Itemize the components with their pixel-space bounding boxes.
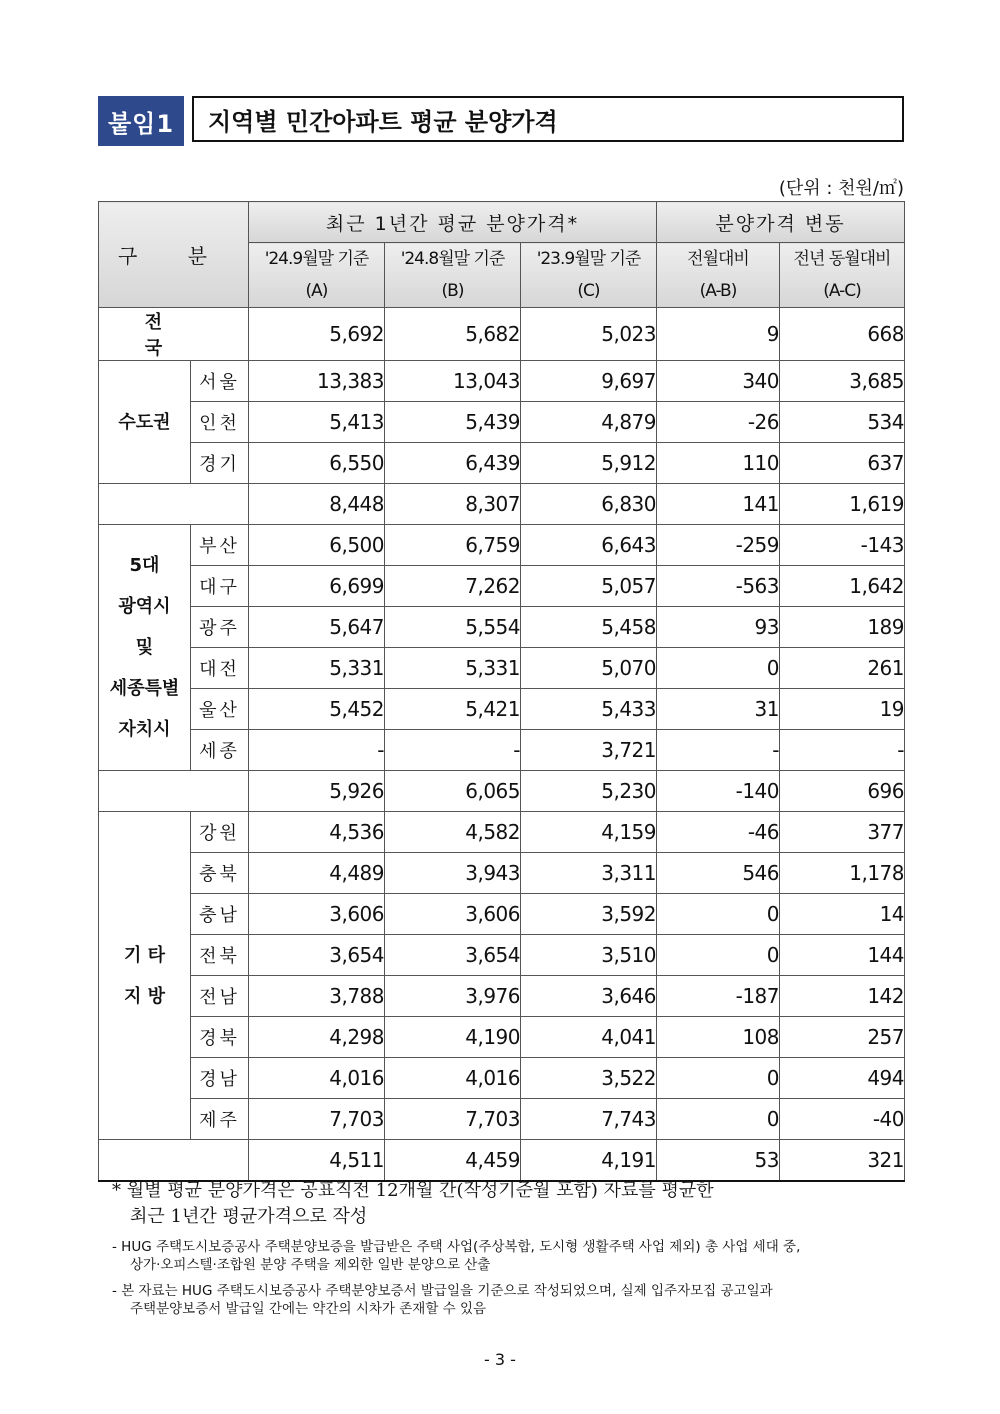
table-row (99, 443, 905, 484)
region-label: 제주 (191, 1099, 249, 1140)
group-label-line: 수도권 (118, 411, 171, 433)
value-cell: 321 (780, 1140, 905, 1182)
region-label: 대전 (191, 648, 249, 689)
value-cell: 0 (657, 1058, 780, 1099)
table-row (99, 1099, 905, 1140)
value-cell: 637 (780, 443, 905, 484)
value-cell: 4,459 (385, 1140, 521, 1182)
footnote-dash-2: - 본 자료는 HUG 주택도시보증공사 주택분양보증서 발급일을 기준으로 작성되었으며, 실제 입주자모집 공고일과 주택분양보증서 발급일 간에는 약간의 시차가 존재할 수 있음 (112, 1283, 773, 1317)
region-label: 부산 (191, 525, 249, 566)
value-cell: 5,070 (521, 648, 657, 689)
region-label: 경북 (191, 1017, 249, 1058)
value-cell: 3,592 (521, 894, 657, 935)
region-label: 인천 (191, 402, 249, 443)
group-label (99, 812, 191, 1140)
group-label-line: 기 타 (123, 944, 166, 966)
value-cell: 261 (780, 648, 905, 689)
region-label: 충북 (191, 853, 249, 894)
value-cell: 9 (657, 308, 780, 361)
value-cell: 5,912 (521, 443, 657, 484)
value-cell: 257 (780, 1017, 905, 1058)
table-row (99, 853, 905, 894)
value-cell: 93 (657, 607, 780, 648)
value-cell: 1,619 (780, 484, 905, 525)
value-cell: 4,016 (385, 1058, 521, 1099)
header-group-avg-price: 최근 1년간 평균 분양가격* (249, 202, 657, 243)
value-cell: 1,642 (780, 566, 905, 607)
value-cell: 494 (780, 1058, 905, 1099)
value-cell: -143 (780, 525, 905, 566)
value-cell: 5,331 (385, 648, 521, 689)
region-label: 경남 (191, 1058, 249, 1099)
value-cell: - (385, 730, 521, 771)
value-cell: 3,943 (385, 853, 521, 894)
header-col: '24.8월말 기준 (B) (385, 243, 521, 308)
table-row (99, 402, 905, 443)
value-cell: - (249, 730, 385, 771)
value-cell: 6,759 (385, 525, 521, 566)
table-row (99, 1058, 905, 1099)
value-cell: 3,606 (385, 894, 521, 935)
region-label: 전북 (191, 935, 249, 976)
value-cell: 0 (657, 935, 780, 976)
value-cell: -40 (780, 1099, 905, 1140)
header-gubun: 구 분 (99, 202, 249, 308)
table-row-subtotal (99, 771, 905, 812)
value-cell: 3,510 (521, 935, 657, 976)
value-cell: 3,976 (385, 976, 521, 1017)
value-cell: 3,311 (521, 853, 657, 894)
value-cell: 5,682 (385, 308, 521, 361)
table-row (99, 935, 905, 976)
footnote-dash-1: - HUG 주택도시보증공사 주택분양보증을 발급받은 주택 사업(주상복합, 도시형 생활주택 사업 제외) 총 사업 세대 중, 상가·오피스텔·조합원 분양 주택을 제외한 일반 분양으로 산출 (112, 1239, 801, 1273)
table-row (99, 976, 905, 1017)
table-row (99, 648, 905, 689)
value-cell: 4,190 (385, 1017, 521, 1058)
table-row (99, 525, 905, 566)
header-group-change: 분양가격 변동 (657, 202, 905, 243)
value-cell: -26 (657, 402, 780, 443)
value-cell: 4,511 (249, 1140, 385, 1182)
value-cell: 53 (657, 1140, 780, 1182)
table-row-subtotal (99, 484, 905, 525)
value-cell: 5,023 (521, 308, 657, 361)
value-cell: 4,489 (249, 853, 385, 894)
value-cell: 7,703 (385, 1099, 521, 1140)
region-label: 서울 (191, 361, 249, 402)
group-label-line: 세종특별 (109, 678, 180, 699)
value-cell: -187 (657, 976, 780, 1017)
value-cell: 5,331 (249, 648, 385, 689)
value-cell: -140 (657, 771, 780, 812)
value-cell: 8,307 (385, 484, 521, 525)
value-cell: 6,550 (249, 443, 385, 484)
group-label-line: 5대 (129, 555, 160, 576)
header-col: 전월대비 (A-B) (657, 243, 780, 308)
value-cell: 340 (657, 361, 780, 402)
value-cell: 3,685 (780, 361, 905, 402)
value-cell: -46 (657, 812, 780, 853)
value-cell: 31 (657, 689, 780, 730)
footnotes (112, 1178, 912, 1318)
value-cell: 4,298 (249, 1017, 385, 1058)
value-cell: 5,413 (249, 402, 385, 443)
value-cell: 3,721 (521, 730, 657, 771)
value-cell: 3,646 (521, 976, 657, 1017)
value-cell: 19 (780, 689, 905, 730)
value-cell: 14 (780, 894, 905, 935)
region-label: 전남 (191, 976, 249, 1017)
header-col: '24.9월말 기준 (A) (249, 243, 385, 308)
subtotal-blank (99, 484, 249, 525)
table-row (99, 607, 905, 648)
value-cell: 5,554 (385, 607, 521, 648)
region-label: 대구 (191, 566, 249, 607)
value-cell: 4,191 (521, 1140, 657, 1182)
value-cell: 3,606 (249, 894, 385, 935)
header-col: '23.9월말 기준 (C) (521, 243, 657, 308)
price-table (98, 201, 905, 1182)
title-block (98, 96, 904, 146)
subtotal-blank (99, 1140, 249, 1182)
value-cell: 5,421 (385, 689, 521, 730)
value-cell: 7,262 (385, 566, 521, 607)
value-cell: 546 (657, 853, 780, 894)
group-label-line: 및 (135, 637, 154, 658)
table-row (99, 1017, 905, 1058)
value-cell: 5,439 (385, 402, 521, 443)
value-cell: 5,230 (521, 771, 657, 812)
value-cell: 3,522 (521, 1058, 657, 1099)
value-cell: 142 (780, 976, 905, 1017)
region-label: 울산 (191, 689, 249, 730)
table-row (99, 730, 905, 771)
value-cell: 4,536 (249, 812, 385, 853)
table-row (99, 894, 905, 935)
unit-label: (단위 : 천원/㎡) (778, 178, 904, 199)
value-cell: -563 (657, 566, 780, 607)
value-cell: 7,743 (521, 1099, 657, 1140)
region-label: 강원 (191, 812, 249, 853)
table-row (99, 566, 905, 607)
value-cell: 696 (780, 771, 905, 812)
value-cell: 110 (657, 443, 780, 484)
value-cell: 6,500 (249, 525, 385, 566)
value-cell: 0 (657, 894, 780, 935)
value-cell: 5,057 (521, 566, 657, 607)
attachment-badge: 붙임1 (98, 96, 184, 146)
value-cell: 0 (657, 1099, 780, 1140)
value-cell: 534 (780, 402, 905, 443)
value-cell: 4,879 (521, 402, 657, 443)
value-cell: 108 (657, 1017, 780, 1058)
page-title: 지역별 민간아파트 평균 분양가격 (192, 96, 904, 142)
region-label: 경기 (191, 443, 249, 484)
value-cell: 5,647 (249, 607, 385, 648)
value-cell: - (780, 730, 905, 771)
value-cell: 5,452 (249, 689, 385, 730)
group-label (99, 361, 191, 484)
page-number: - 3 - (484, 1350, 516, 1369)
value-cell: 6,830 (521, 484, 657, 525)
value-cell: 8,448 (249, 484, 385, 525)
value-cell: -259 (657, 525, 780, 566)
value-cell: 5,433 (521, 689, 657, 730)
value-cell: 5,458 (521, 607, 657, 648)
header-col: 전년 동월대비 (A-C) (780, 243, 905, 308)
value-cell: 6,439 (385, 443, 521, 484)
value-cell: 668 (780, 308, 905, 361)
group-label-line: 지 방 (123, 985, 166, 1007)
group-label (99, 525, 191, 771)
table-row-national (99, 308, 905, 361)
national-label: 전 국 (99, 308, 249, 361)
value-cell: 3,654 (249, 935, 385, 976)
value-cell: 3,788 (249, 976, 385, 1017)
value-cell: 1,178 (780, 853, 905, 894)
subtotal-blank (99, 771, 249, 812)
value-cell: 13,383 (249, 361, 385, 402)
value-cell: 5,692 (249, 308, 385, 361)
value-cell: 189 (780, 607, 905, 648)
region-label: 충남 (191, 894, 249, 935)
group-label-line: 자치시 (118, 719, 171, 740)
value-cell: 4,016 (249, 1058, 385, 1099)
value-cell: 6,643 (521, 525, 657, 566)
value-cell: 13,043 (385, 361, 521, 402)
table-row (99, 361, 905, 402)
value-cell: 6,699 (249, 566, 385, 607)
footnote-star: * 월별 평균 분양가격은 공표직전 12개월 간(작성기준월 포함) 자료를 평균한 최근 1년간 평균가격으로 작성 (112, 1180, 714, 1227)
value-cell: 7,703 (249, 1099, 385, 1140)
value-cell: - (657, 730, 780, 771)
region-label: 세종 (191, 730, 249, 771)
value-cell: 3,654 (385, 935, 521, 976)
value-cell: 4,582 (385, 812, 521, 853)
group-label-line: 광역시 (118, 596, 171, 617)
value-cell: 6,065 (385, 771, 521, 812)
value-cell: 4,159 (521, 812, 657, 853)
table-row-subtotal (99, 1140, 905, 1182)
value-cell: 4,041 (521, 1017, 657, 1058)
value-cell: 5,926 (249, 771, 385, 812)
value-cell: 0 (657, 648, 780, 689)
value-cell: 141 (657, 484, 780, 525)
table-row (99, 689, 905, 730)
region-label: 광주 (191, 607, 249, 648)
value-cell: 9,697 (521, 361, 657, 402)
table-row (99, 812, 905, 853)
value-cell: 144 (780, 935, 905, 976)
value-cell: 377 (780, 812, 905, 853)
